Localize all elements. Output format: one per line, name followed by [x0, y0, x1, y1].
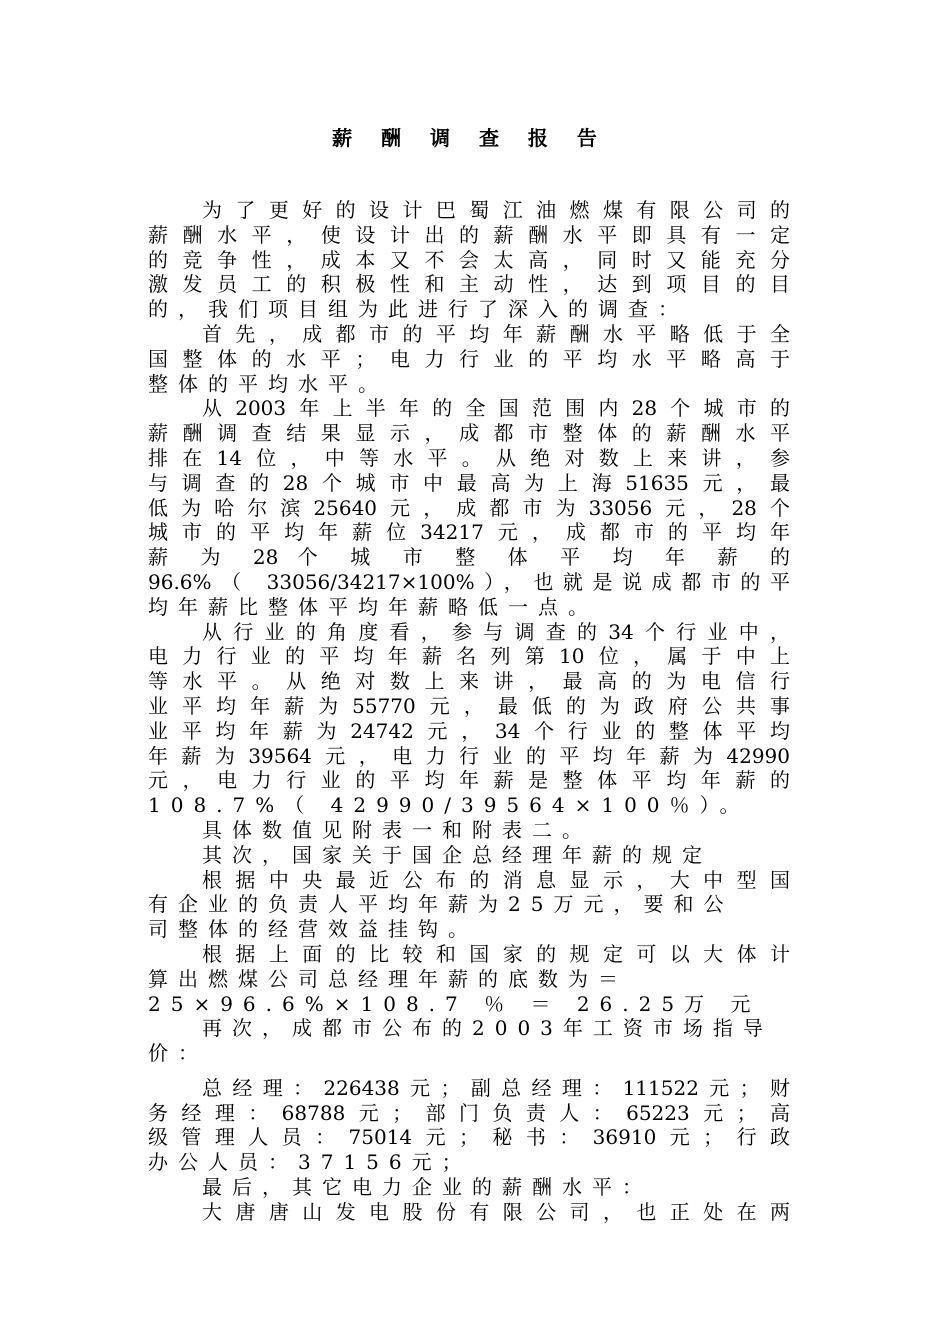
text-line: 薪酬调查结果显示，成都市整体的薪酬水平: [148, 421, 790, 446]
text-line: 其次，国家关于国企总经理年薪的规定: [202, 842, 712, 867]
text-line: 排在14位，中等水平。从绝对数上来讲，参: [148, 445, 790, 470]
text-line: 的竞争性，成本又不会太高，同时又能充分: [148, 247, 790, 272]
text-line: 电力行业的平均年薪名列第10位，属于中上: [148, 644, 790, 669]
text-line: 激发员工的积极性和主动性，达到项目的目: [148, 272, 790, 297]
text-line: 从行业的角度看，参与调查的34个行业中，: [202, 619, 790, 644]
text-line: 具体数值见附表一和附表二。: [202, 817, 592, 842]
text-line: 低为哈尔滨25640元，成都市为33056元，28个: [148, 495, 790, 520]
text-line: 国整体的水平；电力行业的平均水平略高于: [148, 346, 790, 371]
text-line: 总经理：226438元；副总经理：111522元；财: [202, 1075, 790, 1100]
text-line: 整体的平均水平。: [148, 371, 388, 396]
text-line: 大唐唐山发电股份有限公司，也正处在两: [202, 1199, 790, 1224]
text-line: 办公人员：37156元；: [148, 1150, 472, 1175]
text-line: 25×96.6%×108.7 ％ ＝ 26.25万 元: [148, 991, 761, 1016]
text-line: 的，我们项目组为此进行了深入的调查：: [148, 297, 688, 322]
text-line: 司整体的经营效益挂钩。: [148, 917, 478, 942]
document-body: [148, 198, 790, 1225]
text-line: 务经理：68788元；部门负责人：65223元；高: [148, 1100, 790, 1125]
document-title: 薪 酬 调 查 报 告: [332, 126, 608, 150]
text-line: 薪 为 28 个 城 市 整 体 平 均 年 薪 的: [148, 545, 790, 570]
text-line: 为了更好的设计巴蜀江油燃煤有限公司的: [202, 198, 790, 222]
text-line: 108.7%（ 42990/39564×100％）。: [148, 793, 750, 818]
text-line: 最后，其它电力企业的薪酬水平：: [202, 1175, 652, 1200]
text-line: 城市的平均年薪位34217元，成都市的平均年: [148, 520, 790, 545]
text-line: 级管理人员：75014元；秘书：36910元；行政: [148, 1125, 790, 1150]
text-line: 价：: [148, 1041, 208, 1066]
text-line: 年薪为39564元，电力行业的平均年薪为42990: [148, 743, 790, 768]
text-line: 等水平。从绝对数上来讲，最高的为电信行: [148, 669, 790, 694]
text-line: 从2003年上半年的全国范围内28个城市的: [202, 396, 790, 421]
text-line: 业平均年薪为24742元，34个行业的整体平均: [148, 718, 790, 743]
text-line: 首先，成都市的平均年薪酬水平略低于全: [202, 321, 790, 346]
text-line: 96.6%（ 33056/34217×100%），也就是说成都市的平: [148, 569, 790, 594]
text-line: 再次，成都市公布的2003年工资市场指导: [202, 1016, 773, 1041]
line-gap: [148, 1066, 790, 1076]
text-line: 算出燃煤公司总经理年薪的底数为＝: [148, 966, 628, 991]
text-line: 根据上面的比较和国家的规定可以大体计: [202, 941, 790, 966]
text-line: 均年薪比整体平均年薪略低一点。: [148, 594, 598, 619]
text-line: 根据中央最近公布的消息显示，大中型国: [202, 867, 790, 892]
text-line: 薪酬水平，使设计出的薪酬水平即具有一定: [148, 222, 790, 247]
text-line: 与调查的28个城市中最高为上海51635元，最: [148, 470, 790, 495]
text-line: 业平均年薪为55770元，最低的为政府公共事: [148, 693, 790, 718]
text-line: 元，电力行业的平均年薪是整体平均年薪的: [148, 768, 790, 793]
text-line: 有企业的负责人平均年薪为25万元，要和公: [148, 892, 734, 917]
